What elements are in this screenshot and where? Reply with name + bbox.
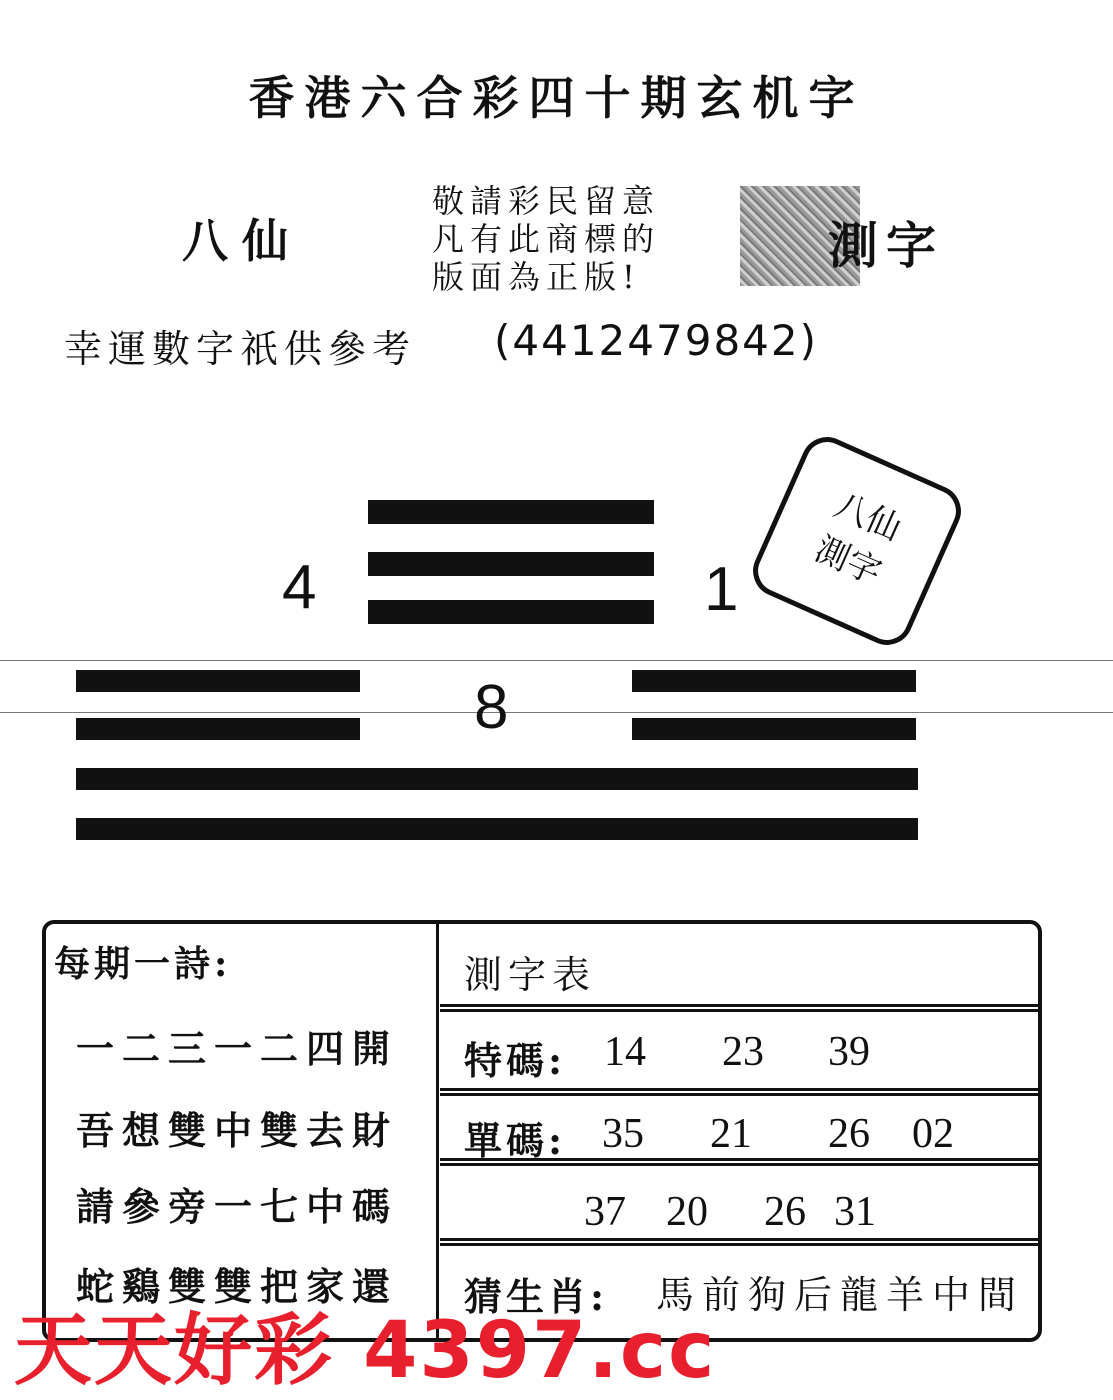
stamp-line: 八仙 xyxy=(828,485,907,550)
lucky-number-label: 幸運數字祇供參考 xyxy=(64,327,417,371)
single-number: 31 xyxy=(834,1189,876,1235)
table-rule xyxy=(440,1088,1040,1096)
single-number: 37 xyxy=(584,1189,626,1235)
poem-line: 請參旁一七中碼 xyxy=(76,1184,399,1229)
special-number: 23 xyxy=(722,1029,764,1075)
authenticity-notice xyxy=(432,182,732,296)
panel-divider xyxy=(436,922,439,1342)
scan-line xyxy=(0,712,1113,713)
site-watermark: 天天好彩 4397.cc xyxy=(14,1306,717,1396)
special-number: 14 xyxy=(604,1029,646,1075)
notice-line: 版面為正版! xyxy=(432,258,641,296)
single-number: 35 xyxy=(602,1111,644,1157)
upper-trigram-line xyxy=(368,500,654,524)
single-number: 26 xyxy=(828,1111,870,1157)
lower-trigram-line xyxy=(76,768,918,790)
lucky-number: (4412479842) xyxy=(494,316,818,365)
lower-trigram-line xyxy=(76,670,360,692)
upper-trigram-line xyxy=(368,600,654,624)
single-number-label: 單碼: xyxy=(464,1118,567,1163)
poem-heading: 每期一詩: xyxy=(54,943,232,985)
zodiac-label: 猜生肖: xyxy=(464,1274,609,1319)
digit-left: 4 xyxy=(282,553,317,622)
lower-trigram-line xyxy=(632,718,916,740)
poem-line: 一二三一二四開 xyxy=(76,1026,399,1071)
single-number: 02 xyxy=(912,1111,954,1157)
brand-left: 八仙 xyxy=(182,214,302,268)
brand-right: 測字 xyxy=(828,216,944,275)
lower-trigram-line xyxy=(76,718,360,740)
single-number: 21 xyxy=(710,1111,752,1157)
digit-center: 8 xyxy=(474,673,509,742)
table-rule xyxy=(440,1158,1040,1166)
lower-trigram-line xyxy=(632,670,916,692)
brand-stamp xyxy=(745,429,969,653)
page-title: 香港六合彩四十期玄机字 xyxy=(248,71,865,125)
table-heading: 測字表 xyxy=(464,953,597,997)
digit-right: 1 xyxy=(704,555,739,624)
single-number: 26 xyxy=(764,1189,806,1235)
notice-line: 敬請彩民留意 xyxy=(432,182,661,220)
zodiac-guess: 馬前狗后龍羊中間 xyxy=(656,1273,1025,1317)
stamp-line: 測字 xyxy=(808,528,888,594)
single-number: 20 xyxy=(666,1189,708,1235)
special-number: 39 xyxy=(828,1029,870,1075)
table-rule xyxy=(440,1004,1040,1012)
poem-line: 蛇鷄雙雙把家還 xyxy=(76,1264,399,1309)
table-rule xyxy=(440,1238,1040,1246)
scan-line xyxy=(0,660,1113,661)
lower-trigram-line xyxy=(76,818,918,840)
special-number-label: 特碼: xyxy=(464,1038,567,1083)
notice-line: 凡有此商標的 xyxy=(432,220,661,258)
poem-line: 吾想雙中雙去財 xyxy=(76,1108,399,1153)
upper-trigram-line xyxy=(368,552,654,576)
